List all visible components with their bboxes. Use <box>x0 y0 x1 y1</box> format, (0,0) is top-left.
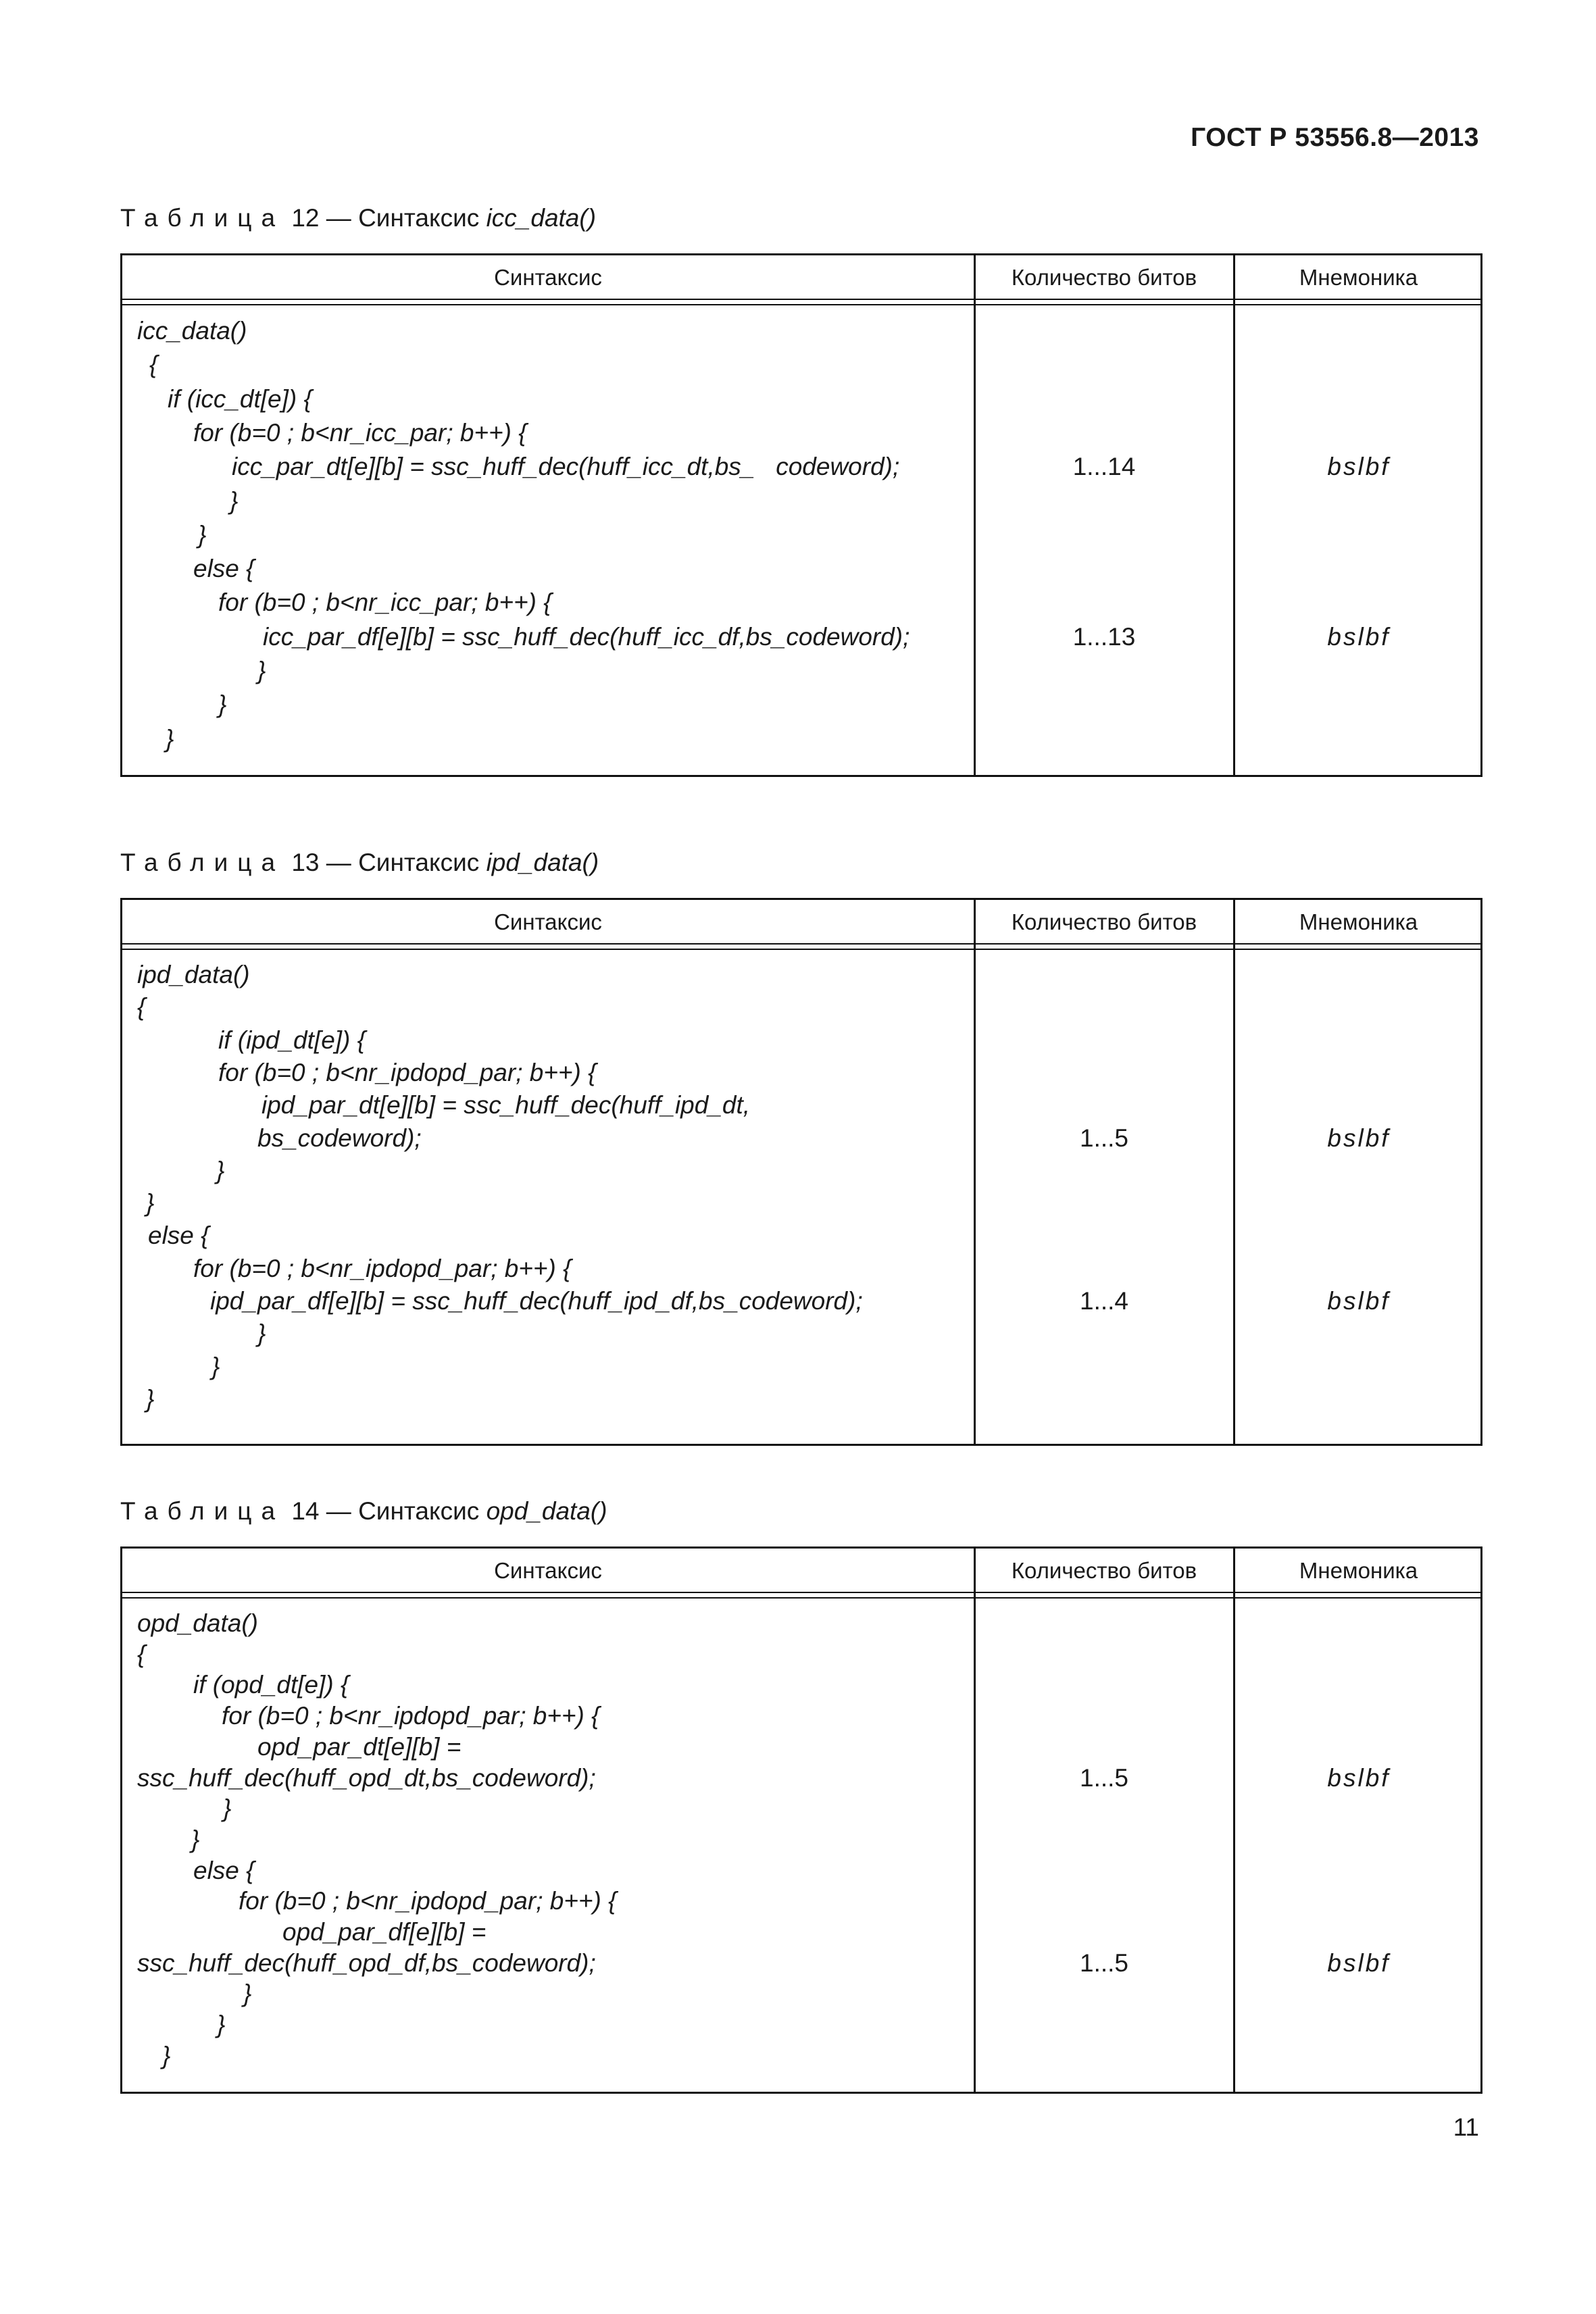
syntax-line: for (b=0 ; b<nr_icc_par; b++) { <box>218 588 552 617</box>
bits-value: 1...4 <box>1080 1287 1128 1315</box>
page-number: 11 <box>1453 2113 1479 2141</box>
syntax-line: } <box>257 1319 266 1348</box>
syntax-line: if (icc_dt[e]) { <box>168 384 312 413</box>
syntax-line: for (b=0 ; b<nr_ipdopd_par; b++) { <box>239 1887 617 1915</box>
header-mnemonic: Мнемоника <box>1299 265 1418 290</box>
syntax-line: } <box>223 1794 232 1823</box>
bits-value: 1...5 <box>1080 1763 1128 1792</box>
mnemonic-value: bslbf <box>1327 1763 1391 1792</box>
syntax-line: } <box>166 724 174 753</box>
syntax-line: else { <box>193 555 255 583</box>
column-divider <box>974 1549 976 2092</box>
syntax-line: } <box>146 1189 155 1217</box>
syntax-line: if (ipd_dt[e]) { <box>218 1026 366 1054</box>
header-syntax: Синтаксис <box>494 1558 602 1583</box>
syntax-line: else { <box>148 1222 209 1250</box>
header-syntax: Синтаксис <box>494 909 602 934</box>
mnemonic-value: bslbf <box>1327 1948 1391 1977</box>
syntax-line: if (opd_dt[e]) { <box>193 1671 349 1699</box>
mnemonic-value: bslbf <box>1327 453 1391 481</box>
syntax-line: else { <box>193 1856 255 1884</box>
header-bits: Количество битов <box>1011 1558 1197 1583</box>
mnemonic-value: bslbf <box>1327 1287 1391 1315</box>
syntax-line: ssc_huff_dec(huff_opd_dt,bs_codeword); <box>137 1763 596 1792</box>
mnemonic-value: bslbf <box>1327 1124 1391 1152</box>
syntax-line: ipd_data() <box>137 961 250 988</box>
bits-value: 1...5 <box>1080 1124 1128 1152</box>
header-double-rule <box>122 304 1480 305</box>
syntax-line: icc_par_df[e][b] = ssc_huff_dec(huff_icc_df,bs_codeword); <box>263 622 910 651</box>
syntax-line: for (b=0 ; b<nr_icc_par; b++) { <box>193 418 527 447</box>
syntax-line: { <box>149 351 158 379</box>
syntax-line: } <box>198 520 207 549</box>
column-divider <box>1233 255 1235 775</box>
column-divider <box>974 900 976 1444</box>
standard-designation: ГОСТ Р 53556.8—2013 <box>1191 123 1479 152</box>
syntax-line: bs_codeword); <box>257 1124 422 1152</box>
column-divider <box>974 255 976 775</box>
syntax-line: opd_par_df[e][b] = <box>282 1918 487 1946</box>
header-bits: Количество битов <box>1011 909 1197 934</box>
header-syntax: Синтаксис <box>494 265 602 290</box>
table-14-caption <box>120 1497 607 1526</box>
syntax-line: for (b=0 ; b<nr_ipdopd_par; b++) { <box>218 1058 597 1086</box>
syntax-line: ipd_par_dt[e][b] = ssc_huff_dec(huff_ipd_dt, <box>261 1091 751 1120</box>
syntax-line: { <box>137 993 146 1022</box>
syntax-line: } <box>191 1825 200 1853</box>
syntax-line: } <box>162 2041 171 2069</box>
syntax-line: opd_par_dt[e][b] = <box>257 1732 462 1761</box>
syntax-line: ipd_par_df[e][b] = ssc_huff_dec(huff_ipd_df,bs_codeword); <box>210 1287 863 1315</box>
syntax-line: ssc_huff_dec(huff_opd_df,bs_codeword); <box>137 1948 596 1977</box>
caption-word: Таблица <box>120 1497 285 1525</box>
bits-value: 1...5 <box>1080 1948 1128 1977</box>
table-13 <box>120 898 1482 1446</box>
syntax-line: } <box>230 486 239 515</box>
column-divider <box>1233 900 1235 1444</box>
caption-function-name: icc_data() <box>486 204 597 232</box>
caption-word: Таблица <box>120 849 285 876</box>
syntax-line: for (b=0 ; b<nr_ipdopd_par; b++) { <box>222 1702 600 1730</box>
syntax-line: { <box>137 1640 146 1668</box>
caption-text: 12 — Синтаксис <box>284 204 487 232</box>
syntax-line: } <box>218 690 227 719</box>
header-double-rule <box>122 949 1480 950</box>
bits-value: 1...13 <box>1072 622 1136 651</box>
table-12-caption <box>120 204 596 232</box>
header-double-rule <box>122 1597 1480 1599</box>
table-13-caption <box>120 849 599 877</box>
table-12 <box>120 253 1482 777</box>
header-mnemonic: Мнемоника <box>1299 909 1418 934</box>
syntax-line: opd_data() <box>137 1609 258 1637</box>
caption-text: 14 — Синтаксис <box>284 1497 487 1525</box>
syntax-line: } <box>211 1352 220 1380</box>
syntax-line: icc_data() <box>137 317 247 345</box>
caption-text: 13 — Синтаксис <box>284 849 487 876</box>
table-14 <box>120 1546 1482 2094</box>
bits-value: 1...14 <box>1072 453 1136 481</box>
syntax-line: } <box>257 657 266 684</box>
syntax-line: } <box>243 1980 252 2008</box>
caption-function-name: ipd_data() <box>486 849 599 876</box>
syntax-line: for (b=0 ; b<nr_ipdopd_par; b++) { <box>193 1254 572 1282</box>
syntax-line: icc_par_dt[e][b] = ssc_huff_dec(huff_icc_dt,bs_ codeword); <box>232 453 900 481</box>
caption-word: Таблица <box>120 204 285 232</box>
header-bits: Количество битов <box>1011 265 1197 290</box>
syntax-line: } <box>216 1156 225 1184</box>
mnemonic-value: bslbf <box>1327 622 1391 651</box>
syntax-line: } <box>146 1384 155 1413</box>
header-mnemonic: Мнемоника <box>1299 1558 1418 1583</box>
column-divider <box>1233 1549 1235 2092</box>
syntax-line: } <box>217 2011 226 2039</box>
caption-function-name: opd_data() <box>486 1497 607 1525</box>
